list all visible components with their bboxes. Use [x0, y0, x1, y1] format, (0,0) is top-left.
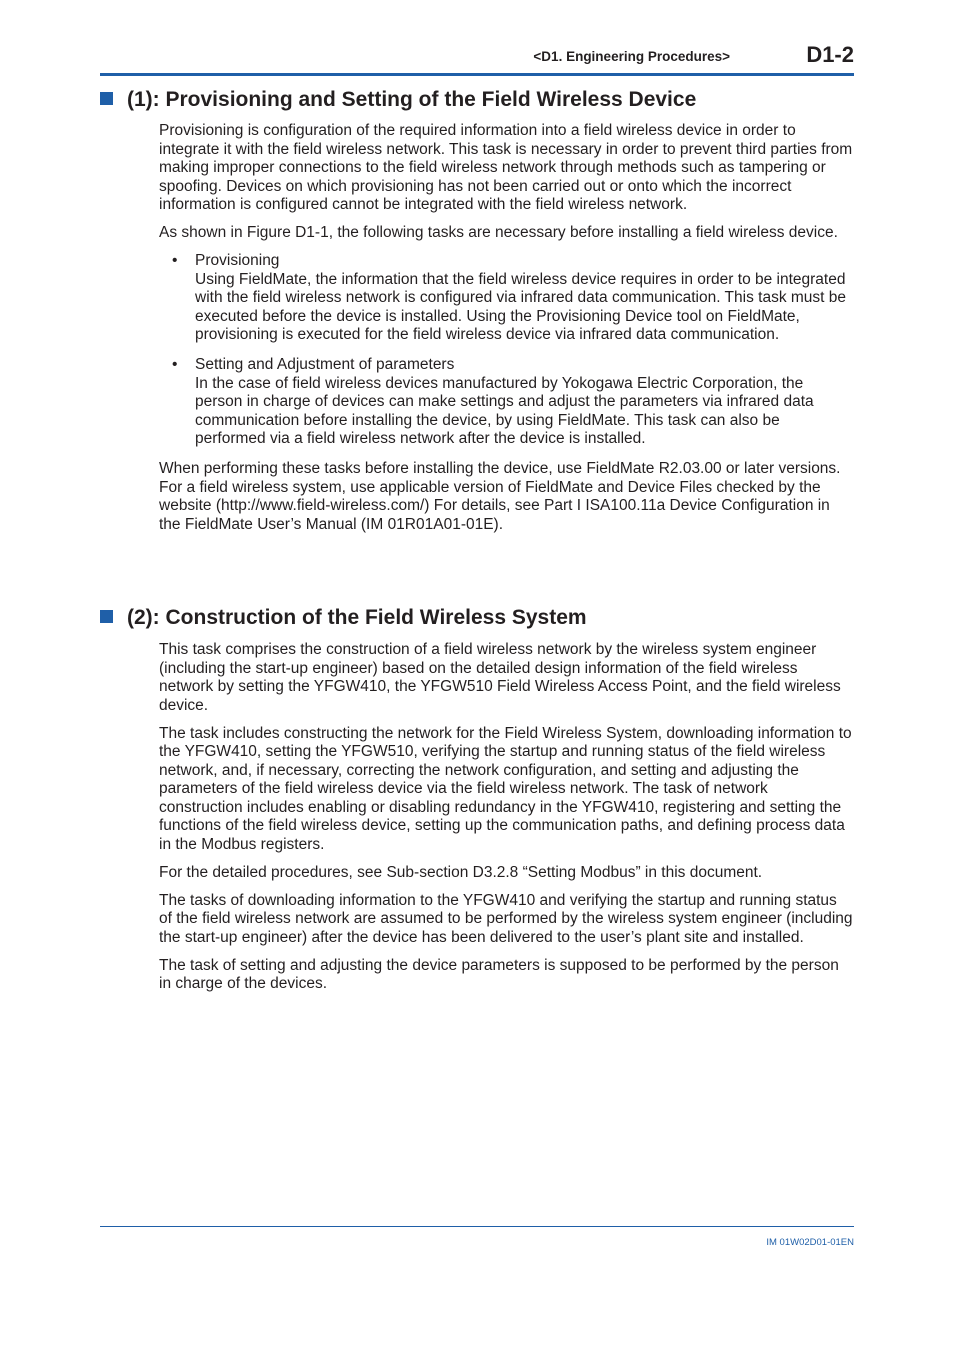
- section-title: (1): Provisioning and Setting of the Field Wireless Device: [127, 88, 697, 111]
- paragraph: As shown in Figure D1-1, the following tasks are necessary before installing a field wireless device.: [159, 224, 838, 241]
- paragraph: When performing these tasks before installing the device, use FieldMate R2.03.00 or later versions. For a field wireless system, use applicable version of FieldMate and Device Files checked by the website (http://www.field-wireless.com/) For details, see Part I ISA100.11a Device Configuration in the FieldMate User’s Manual (IM 01R01A01-01E).: [159, 460, 841, 533]
- paragraph: The task of setting and adjusting the device parameters is supposed to be performed by the person in charge of the devices.: [159, 956, 839, 992]
- list-item: [159, 252, 854, 345]
- page-header: [100, 40, 854, 74]
- section-heading-construction: [100, 605, 854, 631]
- chapter-title: <D1. Engineering Procedures>: [533, 49, 730, 64]
- bullet-dot-icon: •: [172, 356, 178, 373]
- section-body-construction: [159, 641, 854, 1003]
- list-item-title: Setting and Adjustment of parameters: [195, 356, 455, 373]
- section-heading-provisioning: [100, 87, 854, 113]
- section-body-provisioning: [159, 122, 854, 544]
- square-bullet-icon: [100, 92, 113, 105]
- list-item: [159, 356, 854, 449]
- list-item-text: Using FieldMate, the information that the field wireless device requires in order to be integrated with the field wireless network is configured via infrared data communication. This task must be executed before the device is installed. Using the Provisioning Device tool on FieldMate, provisioning is executed for the field wireless device via infrared data communication.: [195, 270, 847, 343]
- square-bullet-icon: [100, 610, 113, 623]
- paragraph: This task comprises the construction of a field wireless network by the wireless system engineer (including the start-up engineer) based on the detailed design information of the field wireless network by setting the YFGW410, the YFGW510 Field Wireless Access Point, and the field wireless device.: [159, 641, 841, 714]
- paragraph: The task includes constructing the network for the Field Wireless System, downloading information to the YFGW410, setting the YFGW510, verifying the startup and running status of the field wireless network, and, if necessary, correcting the network configuration, and setting and adjusting the parameters of the field wireless device via the field wireless network. The task of network construction includes enabling or disabling redundancy in the YFGW410, registering and setting the functions of the field wireless device, setting up the communication paths, and defining process data in the Modbus registers.: [159, 724, 852, 853]
- section-title: (2): Construction of the Field Wireless System: [127, 606, 587, 629]
- paragraph: Provisioning is configuration of the required information into a field wireless device in order to integrate it with the field wireless network. This task is necessary in order to prevent third parties from making improper connections to the field wireless network through methods such as tampering or spoofing. Devices on which provisioning has not been carried out or onto which the incorrect information is configured cannot be integrated with the field wireless network.: [159, 122, 853, 213]
- paragraph: The tasks of downloading information to the YFGW410 and verifying the startup and running status of the field wireless network are assumed to be performed by the wireless system engineer (including the start-up engineer) after the device has been delivered to the user’s plant site and installed.: [159, 891, 853, 946]
- header-rule: [100, 73, 854, 76]
- bullet-dot-icon: •: [172, 252, 178, 269]
- list-item-text: In the case of field wireless devices manufactured by Yokogawa Electric Corporation, the person in charge of devices can make settings and adjust the parameters via infrared data communication before installing the device, by using FieldMate. This task can also be performed via a field wireless network after the device is installed.: [195, 374, 814, 447]
- page-number: D1-2: [806, 42, 854, 67]
- list-item-title: Provisioning: [195, 252, 280, 269]
- paragraph: For the detailed procedures, see Sub-section D3.2.8 “Setting Modbus” in this document.: [159, 863, 763, 881]
- footer-rule: [100, 1226, 854, 1227]
- document-id: IM 01W02D01-01EN: [766, 1237, 854, 1248]
